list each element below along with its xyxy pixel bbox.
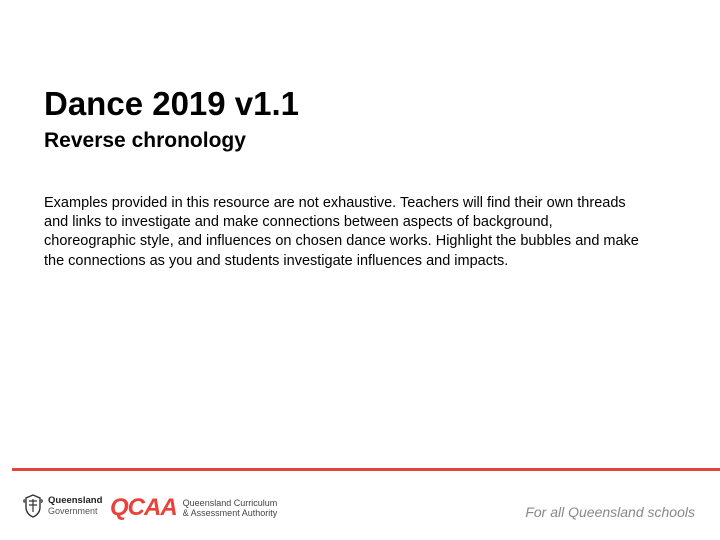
qld-logo-line1: Queensland (48, 495, 103, 506)
qcaa-logo (110, 496, 277, 520)
footer (0, 480, 720, 540)
qld-logo-line2: Government (48, 506, 98, 516)
qcaa-logo-mark: QCAA (110, 494, 177, 521)
qcaa-logo-line1: Queensland Curriculum (182, 498, 278, 508)
qcaa-logo-line2: & Assessment Authority (182, 508, 278, 518)
queensland-government-logo (22, 492, 102, 520)
slide-subtitle: Reverse chronology (44, 129, 246, 152)
slide-title: Dance 2019 v1.1 (44, 85, 300, 122)
footer-divider (12, 468, 720, 471)
slide-body-text: Examples provided in this resource are not exhaustive. Teachers will find their own threads and links to investigate and make connections between aspects of background, choreographic style, and influences on chosen dance works. Highlight the bubbles and make the connections as you and students investigate influences and impacts. (44, 195, 639, 269)
queensland-crest-icon (22, 492, 44, 520)
footer-tagline: For all Queensland schools (525, 504, 695, 520)
